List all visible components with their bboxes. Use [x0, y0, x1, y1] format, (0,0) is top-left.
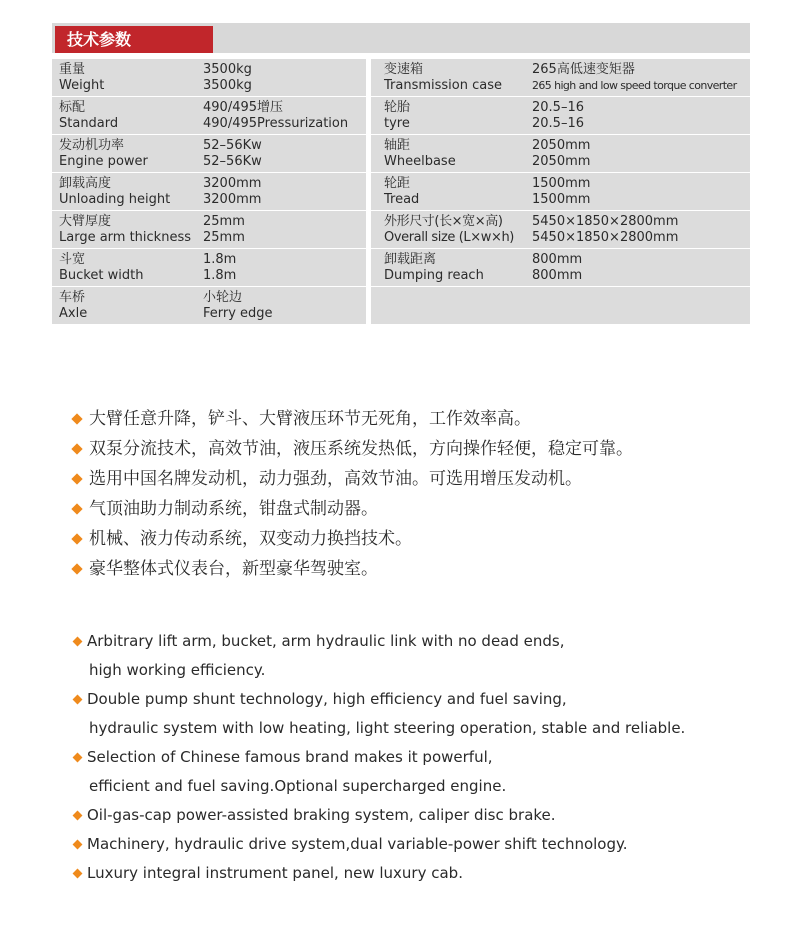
features-cn-list [70, 404, 633, 584]
spec-value: Ferry edge [203, 306, 273, 321]
spec-cell-right [371, 287, 750, 324]
diamond-bullet-icon [73, 869, 83, 879]
spec-label-en: Axle [59, 306, 88, 321]
diamond-bullet-icon [71, 533, 82, 544]
feature-en-text-continued: hydraulic system with low heating, light steering operation, stable and reliable. [89, 719, 686, 737]
diamond-bullet-icon [71, 413, 82, 424]
spec-row [52, 59, 750, 96]
feature-cn-item [70, 404, 633, 434]
spec-value: 800mm [532, 252, 583, 267]
spec-label-en: Unloading height [59, 192, 171, 207]
feature-en-text: Selection of Chinese famous brand makes it powerful, [87, 748, 493, 766]
spec-row [52, 135, 750, 172]
spec-value: 52–56Kw [203, 138, 262, 153]
spec-value: 52–56Kw [203, 154, 262, 169]
spec-value: 1.8m [203, 268, 237, 283]
spec-value: 20.5–16 [532, 100, 584, 115]
spec-table [52, 59, 750, 325]
spec-cell-left [52, 287, 366, 324]
spec-label-cn: 外形尺寸(长×宽×高) [384, 214, 503, 229]
spec-cell-right [371, 59, 750, 96]
spec-value: 2050mm [532, 154, 591, 169]
feature-en-text-continued: efficient and fuel saving.Optional supercharged engine. [89, 777, 507, 795]
feature-cn-item [70, 494, 633, 524]
spec-value: 3500kg [203, 62, 252, 77]
spec-label-cn: 车桥 [59, 290, 86, 305]
spec-value: 3200mm [203, 176, 262, 191]
feature-en-text: Oil-gas-cap power-assisted braking system, caliper disc brake. [87, 806, 556, 824]
spec-cell-left [52, 97, 366, 134]
spec-value: 5450×1850×2800mm [532, 214, 679, 229]
spec-row [52, 211, 750, 248]
spec-label-en: Bucket width [59, 268, 144, 283]
spec-label-cn: 斗宽 [59, 252, 86, 267]
spec-value: 1500mm [532, 192, 591, 207]
diamond-bullet-icon [73, 840, 83, 850]
spec-label-cn: 轮胎 [384, 100, 411, 115]
spec-cell-right [371, 97, 750, 134]
spec-value: 490/495增压 [203, 100, 284, 115]
diamond-bullet-icon [71, 473, 82, 484]
spec-label-cn: 重量 [59, 62, 86, 77]
spec-value: 25mm [203, 230, 245, 245]
features-en-list [72, 627, 685, 888]
spec-row [52, 173, 750, 210]
spec-label-cn: 轴距 [384, 138, 411, 153]
diamond-bullet-icon [71, 443, 82, 454]
section-title: 技术参数 [55, 26, 213, 53]
spec-value: 265 high and low speed torque converter [532, 79, 737, 92]
spec-cell-left [52, 135, 366, 172]
spec-label-cn: 轮距 [384, 176, 411, 191]
feature-en-item [72, 801, 685, 830]
diamond-bullet-icon [73, 811, 83, 821]
feature-en-text-continued: high working efficiency. [89, 661, 266, 679]
diamond-bullet-icon [71, 563, 82, 574]
diamond-bullet-icon [71, 503, 82, 514]
feature-en-item [72, 859, 685, 888]
feature-en-item [72, 743, 685, 772]
diamond-bullet-icon [73, 695, 83, 705]
spec-cell-right [371, 173, 750, 210]
feature-cn-text: 大臂任意升降，铲斗、大臂液压环节无死角，工作效率高。 [89, 409, 531, 429]
section-header [52, 23, 750, 53]
feature-en-text: Double pump shunt technology, high efficiency and fuel saving, [87, 690, 567, 708]
spec-value: 490/495Pressurization [203, 116, 349, 131]
diamond-bullet-icon [73, 753, 83, 763]
spec-cell-left [52, 59, 366, 96]
spec-row [52, 249, 750, 286]
spec-label-cn: 标配 [59, 100, 86, 115]
feature-en-text: Luxury integral instrument panel, new luxury cab. [87, 864, 463, 882]
feature-cn-text: 气顶油助力制动系统，钳盘式制动器。 [89, 499, 378, 519]
spec-label-en: Tread [384, 192, 420, 207]
feature-cn-item [70, 434, 633, 464]
spec-value: 小轮边 [203, 290, 243, 305]
spec-label-en: Dumping reach [384, 268, 484, 283]
feature-en-text: Arbitrary lift arm, bucket, arm hydraulic link with no dead ends, [87, 632, 565, 650]
spec-cell-right [371, 249, 750, 286]
spec-value: 265高低速变矩器 [532, 62, 635, 77]
spec-value: 3500kg [203, 78, 252, 93]
spec-label-en: Engine power [59, 154, 148, 169]
spec-cell-right [371, 211, 750, 248]
spec-value: 1500mm [532, 176, 591, 191]
spec-value: 2050mm [532, 138, 591, 153]
spec-label-en: Transmission case [384, 78, 502, 93]
spec-cell-right [371, 135, 750, 172]
feature-cn-text: 机械、液力传动系统，双变动力换挡技术。 [89, 529, 412, 549]
spec-label-cn: 卸载距离 [384, 252, 437, 267]
spec-value: 1.8m [203, 252, 237, 267]
feature-en-text: Machinery, hydraulic drive system,dual variable-power shift technology. [87, 835, 628, 853]
feature-en-item [72, 627, 685, 656]
spec-cell-left [52, 173, 366, 210]
spec-value: 3200mm [203, 192, 262, 207]
feature-en-item [72, 685, 685, 714]
feature-cn-item [70, 464, 633, 494]
feature-cn-item [70, 524, 633, 554]
diamond-bullet-icon [73, 637, 83, 647]
spec-value: 25mm [203, 214, 245, 229]
spec-label-cn: 卸载高度 [59, 176, 112, 191]
feature-en-item [72, 830, 685, 859]
spec-value: 20.5–16 [532, 116, 584, 131]
spec-label-cn: 大臂厚度 [59, 214, 112, 229]
spec-label-en: tyre [384, 116, 410, 131]
spec-cell-left [52, 211, 366, 248]
spec-row [52, 287, 750, 324]
feature-cn-text: 选用中国名牌发动机，动力强劲，高效节油。可选用增压发动机。 [89, 469, 582, 489]
spec-label-en: Weight [59, 78, 105, 93]
spec-value: 5450×1850×2800mm [532, 230, 679, 245]
spec-label-cn: 发动机功率 [59, 138, 125, 153]
spec-label-en: Overall size (L×w×h) [384, 230, 514, 245]
spec-value: 800mm [532, 268, 583, 283]
spec-label-cn: 变速箱 [384, 62, 424, 77]
spec-label-en: Large arm thickness [59, 230, 191, 245]
feature-cn-item [70, 554, 633, 584]
spec-label-en: Standard [59, 116, 119, 131]
spec-row [52, 97, 750, 134]
feature-cn-text: 双泵分流技术，高效节油，液压系统发热低，方向操作轻便，稳定可靠。 [89, 439, 633, 459]
feature-cn-text: 豪华整体式仪表台，新型豪华驾驶室。 [89, 559, 378, 579]
spec-label-en: Wheelbase [384, 154, 456, 169]
spec-cell-left [52, 249, 366, 286]
